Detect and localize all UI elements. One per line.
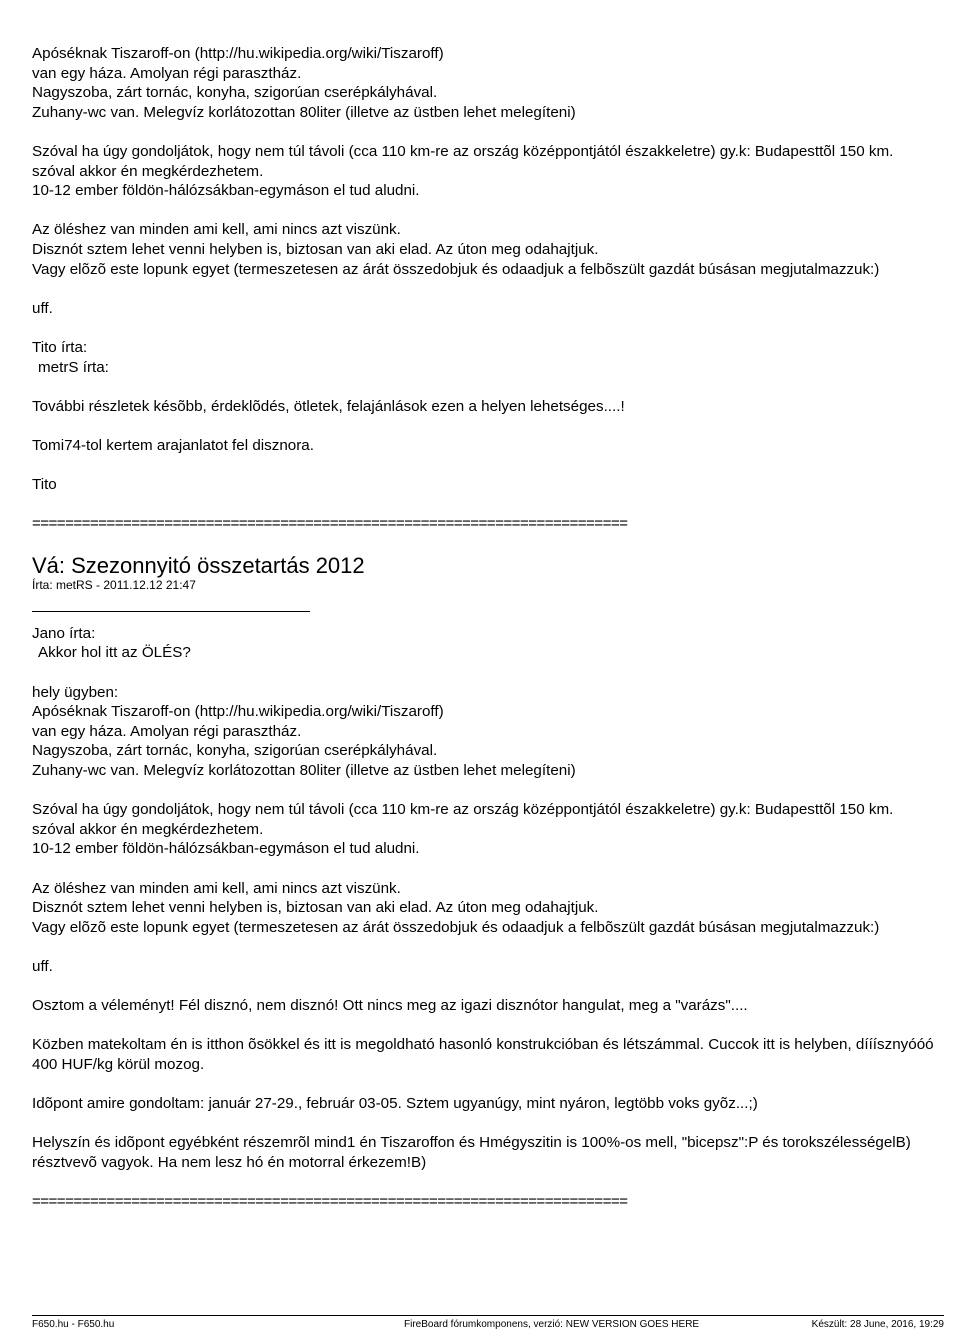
quote-author-metrs: metrS írta: xyxy=(38,358,109,376)
text-line: Zuhany-wc van. Melegvíz korlátozottan 80liter (illetve az üstben lehet melegíteni) xyxy=(32,103,576,121)
quote-divider xyxy=(32,611,310,612)
spacer xyxy=(32,201,944,221)
text-line: 10-12 ember földön-hálózsákban-egymáson el tud aludni. xyxy=(32,840,420,858)
text-line: uff. xyxy=(32,957,53,975)
quoted-message xyxy=(32,44,944,534)
page-footer xyxy=(32,1319,944,1331)
text-paragraph: Szóval ha úgy gondoljátok, hogy nem túl távoli (cca 110 km-re az ország középpontjától északkeletre) gy.k: Budapesttõl 150 km. xyxy=(32,142,894,160)
text-line: szóval akkor én megkérdezhetem. xyxy=(32,162,264,180)
spacer xyxy=(32,663,944,683)
spacer xyxy=(32,937,944,957)
text-line: Zuhany-wc van. Melegvíz korlátozottan 80liter (illetve az üstben lehet melegíteni) xyxy=(32,762,576,779)
spacer xyxy=(32,416,944,436)
spacer xyxy=(32,377,944,397)
text-paragraph: Osztom a véleményt! Fél disznó, nem disznó! Ott nincs meg az igazi disznótor hangulat, meg a "varázs".... xyxy=(32,997,748,1015)
spacer xyxy=(32,455,944,475)
text-paragraph: Közben matekoltam én is itthon õsökkel és itt is megoldható hasonló konstrukcióban és létszámmal. Cuccok itt is helyben, dííísznyóóó 400 HUF/kg körül mozog. xyxy=(32,1036,934,1073)
text-line: További részletek késõbb, érdeklõdés, ötletek, felajánlások ezen a helyen lehetséges....! xyxy=(32,397,625,415)
footer-generator: FireBoard fórumkomponens, verzió: NEW VERSION GOES HERE xyxy=(404,1319,700,1330)
text-line: Apóséknak Tiszaroff-on (http://hu.wikipedia.org/wiki/Tiszaroff) xyxy=(32,45,444,62)
text-line: Disznót sztem lehet venni helyben is, biztosan van aki elad. Az úton meg odahajtjuk. xyxy=(32,240,599,258)
text-line: van egy háza. Amolyan régi parasztház. xyxy=(32,722,302,740)
text-line: Tomi74-tol kertem arajanlatot fel disznora. xyxy=(32,436,314,454)
quote-text: Akkor hol itt az ÖLÉS? xyxy=(38,644,191,662)
spacer xyxy=(32,1114,944,1134)
spacer xyxy=(32,122,944,142)
text-paragraph: Vagy elõzõ este lopunk egyet (termeszetesen az árát összedobjuk és odaadjuk a felbõszült gazdát búsásan megjutalmazzuk:) xyxy=(32,260,880,278)
footer-generated: Készült: 28 June, 2016, 19:29 xyxy=(811,1319,944,1330)
text-line: hely ügyben: xyxy=(32,683,119,701)
text-line: van egy háza. Amolyan régi parasztház. xyxy=(32,64,302,82)
signature: Tito xyxy=(32,476,57,494)
spacer xyxy=(32,495,944,515)
text-paragraph: Szóval ha úgy gondoljátok, hogy nem túl távoli (cca 110 km-re az ország középpontjától északkeletre) gy.k: Budapesttõl 150 km. xyxy=(32,801,894,819)
text-paragraph: Idõpont amire gondoltam: január 27-29., február 03-05. Sztem ugyanúgy, mint nyáron, legtöbb voks gyõz...;) xyxy=(32,1095,758,1113)
post-separator: ======================================================================== xyxy=(32,515,628,533)
text-line: szóval akkor én megkérdezhetem. xyxy=(32,820,264,838)
text-line: Disznót sztem lehet venni helyben is, biztosan van aki elad. Az úton meg odahajtjuk. xyxy=(32,899,599,917)
forum-post xyxy=(32,554,944,1212)
spacer xyxy=(32,781,944,801)
text-line: Az öléshez van minden ami kell, ami nincs azt viszünk. xyxy=(32,879,401,897)
text-line: Nagyszoba, zárt tornác, konyha, szigorúan cserépkályhával. xyxy=(32,84,438,102)
spacer xyxy=(32,279,944,299)
text-paragraph: Vagy elõzõ este lopunk egyet (termeszetesen az árát összedobjuk és odaadjuk a felbõszült gazdát búsásan megjutalmazzuk:) xyxy=(32,918,880,936)
text-line: Az öléshez van minden ami kell, ami nincs azt viszünk. xyxy=(32,221,401,239)
footer-site: F650.hu - F650.hu xyxy=(32,1319,115,1330)
spacer xyxy=(32,1172,944,1192)
post-title: Vá: Szezonnyitó összetartás 2012 xyxy=(32,552,365,578)
footer-divider xyxy=(32,1315,944,1316)
text-line: Nagyszoba, zárt tornác, konyha, szigorúan cserépkályhával. xyxy=(32,742,438,760)
spacer xyxy=(32,1016,944,1036)
text-line: Apóséknak Tiszaroff-on (http://hu.wikipedia.org/wiki/Tiszaroff) xyxy=(32,703,444,721)
quote-author-jano: Jano írta: xyxy=(32,624,96,642)
post-separator: ======================================================================== xyxy=(32,1193,628,1211)
spacer xyxy=(32,318,944,338)
quote-author-tito: Tito írta: xyxy=(32,338,88,356)
text-line: 10-12 ember földön-hálózsákban-egymáson el tud aludni. xyxy=(32,182,420,200)
spacer xyxy=(32,977,944,997)
post-meta: Írta: metRS - 2011.12.12 21:47 xyxy=(32,577,196,592)
forum-thread-document xyxy=(32,44,944,1212)
text-line: uff. xyxy=(32,299,53,317)
text-paragraph: Helyszín és idõpont egyébként részemrõl mind1 én Tiszaroffon és Hmégyszitin is 100%-os mell, "bicepsz":P és torokszélességelB) résztvevõ vagyok. Ha nem lesz hó én motorral érkezem!B) xyxy=(32,1134,911,1171)
spacer xyxy=(32,859,944,879)
spacer xyxy=(32,1075,944,1095)
